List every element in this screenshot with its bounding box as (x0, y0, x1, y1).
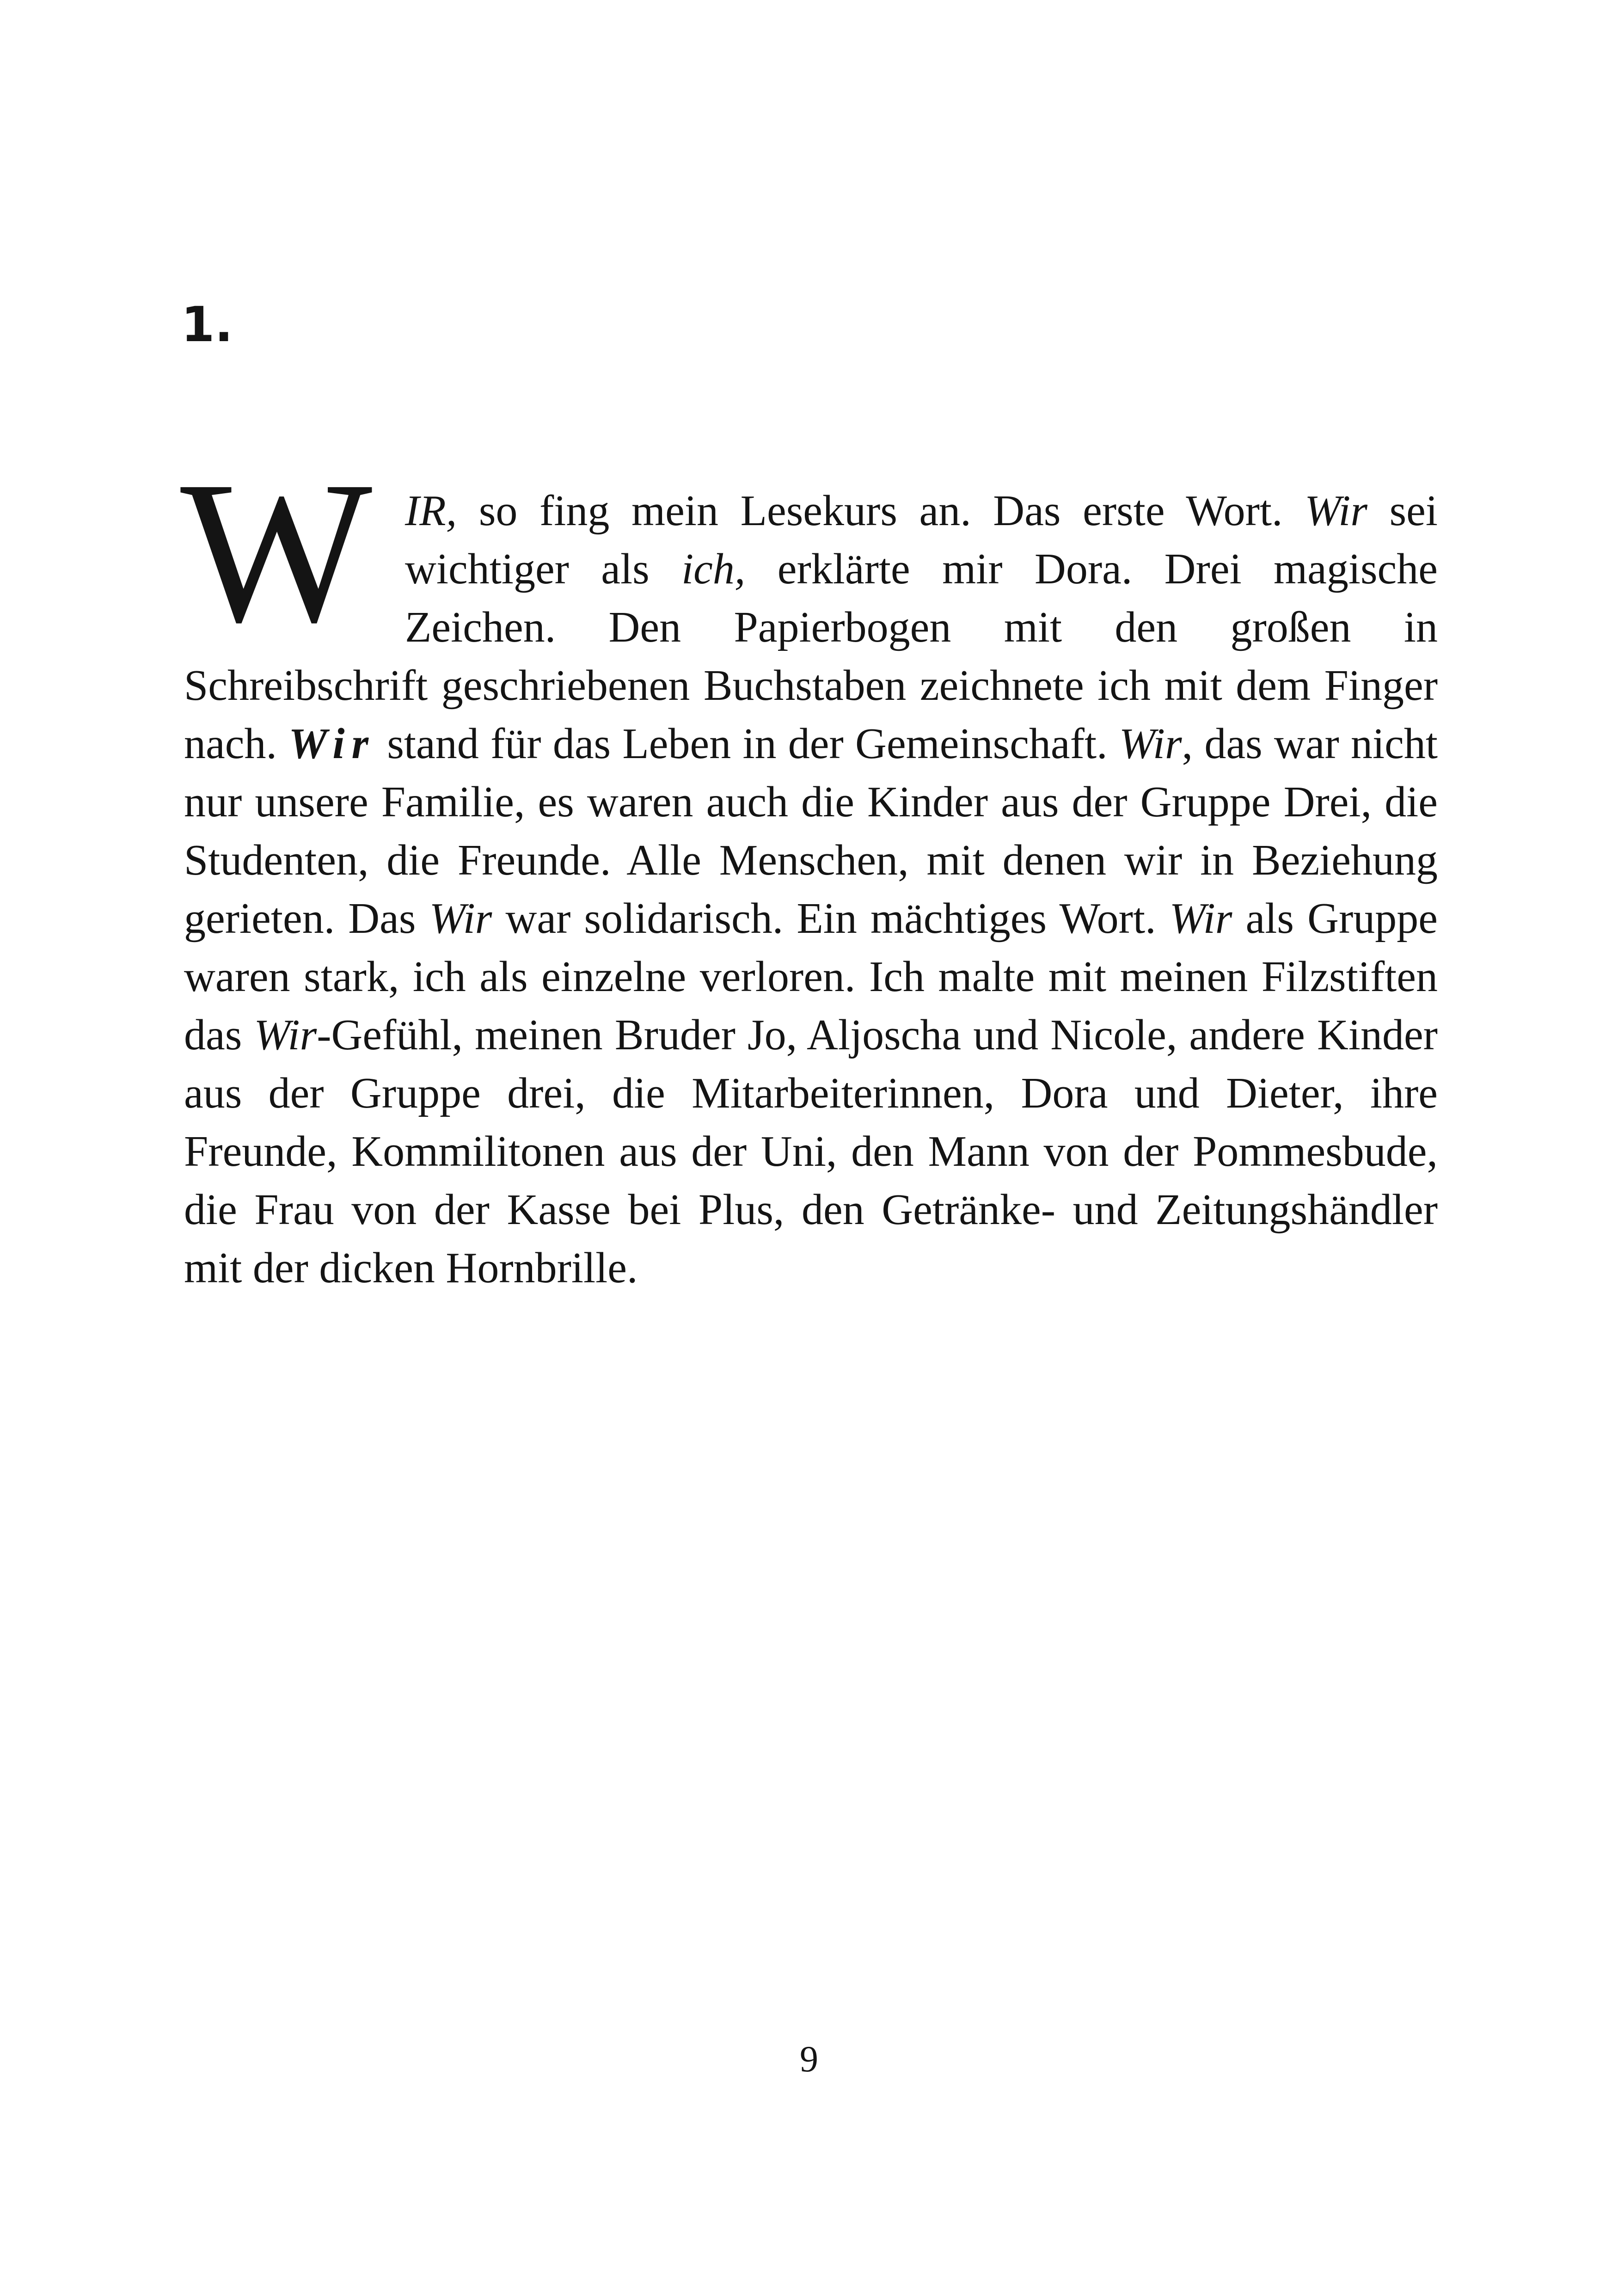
page-number: 9 (800, 2039, 818, 2080)
text-segment-11: Wir (429, 894, 492, 943)
body-paragraph (180, 440, 1438, 1297)
text-segment-1: IR, (405, 487, 457, 535)
text-segment-12: war solidarisch. Ein mächtiges Wort. (492, 894, 1170, 943)
text-segment-16: -Gefühl, meinen Bruder Jo, Aljoscha und Nicole, andere Kinder aus der Gruppe drei, die Mitarbeiterinnen, Dora und Dieter, ihre Freunde, Kommilitonen aus der Uni, den Mann von der Pommesbude, die Frau von der Kasse bei Plus, den Getränke- und Zeitungshändler mit der dicken Hornbrille. (184, 1011, 1438, 1292)
text-segment-6: erklärte mir Dora. Drei magische Zeichen. Den Papierbogen mit den großen in Schreibschrift geschriebenen Buchstaben zeichnete ich mit dem Finger nach. (184, 545, 1438, 768)
text-segment-5: ich, (681, 545, 746, 593)
text-segment-15: Wir (254, 1011, 317, 1059)
text-segment-4: sei wichtiger als (405, 487, 1438, 593)
chapter-number: 1. (181, 296, 233, 353)
text-segment-3: Wir (1305, 487, 1367, 535)
text-segment-14: als Gruppe waren stark, ich als einzelne verloren. Ich malte mit meinen Filzstiften das (184, 894, 1438, 1059)
text-segment-9: Wir (1119, 720, 1182, 768)
text-segment-2: so fing mein Lesekurs an. Das erste Wort. (457, 487, 1305, 535)
text-segment-8: stand für das Leben in der Gemeinschaft. (375, 720, 1119, 768)
text-segment-13: Wir (1169, 894, 1232, 943)
text-segment-7: Wir (288, 720, 376, 768)
text-segment-10: , das war nicht nur unsere Familie, es waren auch die Kinder aus der Gruppe Drei, die Studenten, die Freunde. Alle Menschen, mit denen wir in Beziehung gerieten. Das (184, 720, 1438, 943)
drop-cap: W (180, 440, 373, 665)
